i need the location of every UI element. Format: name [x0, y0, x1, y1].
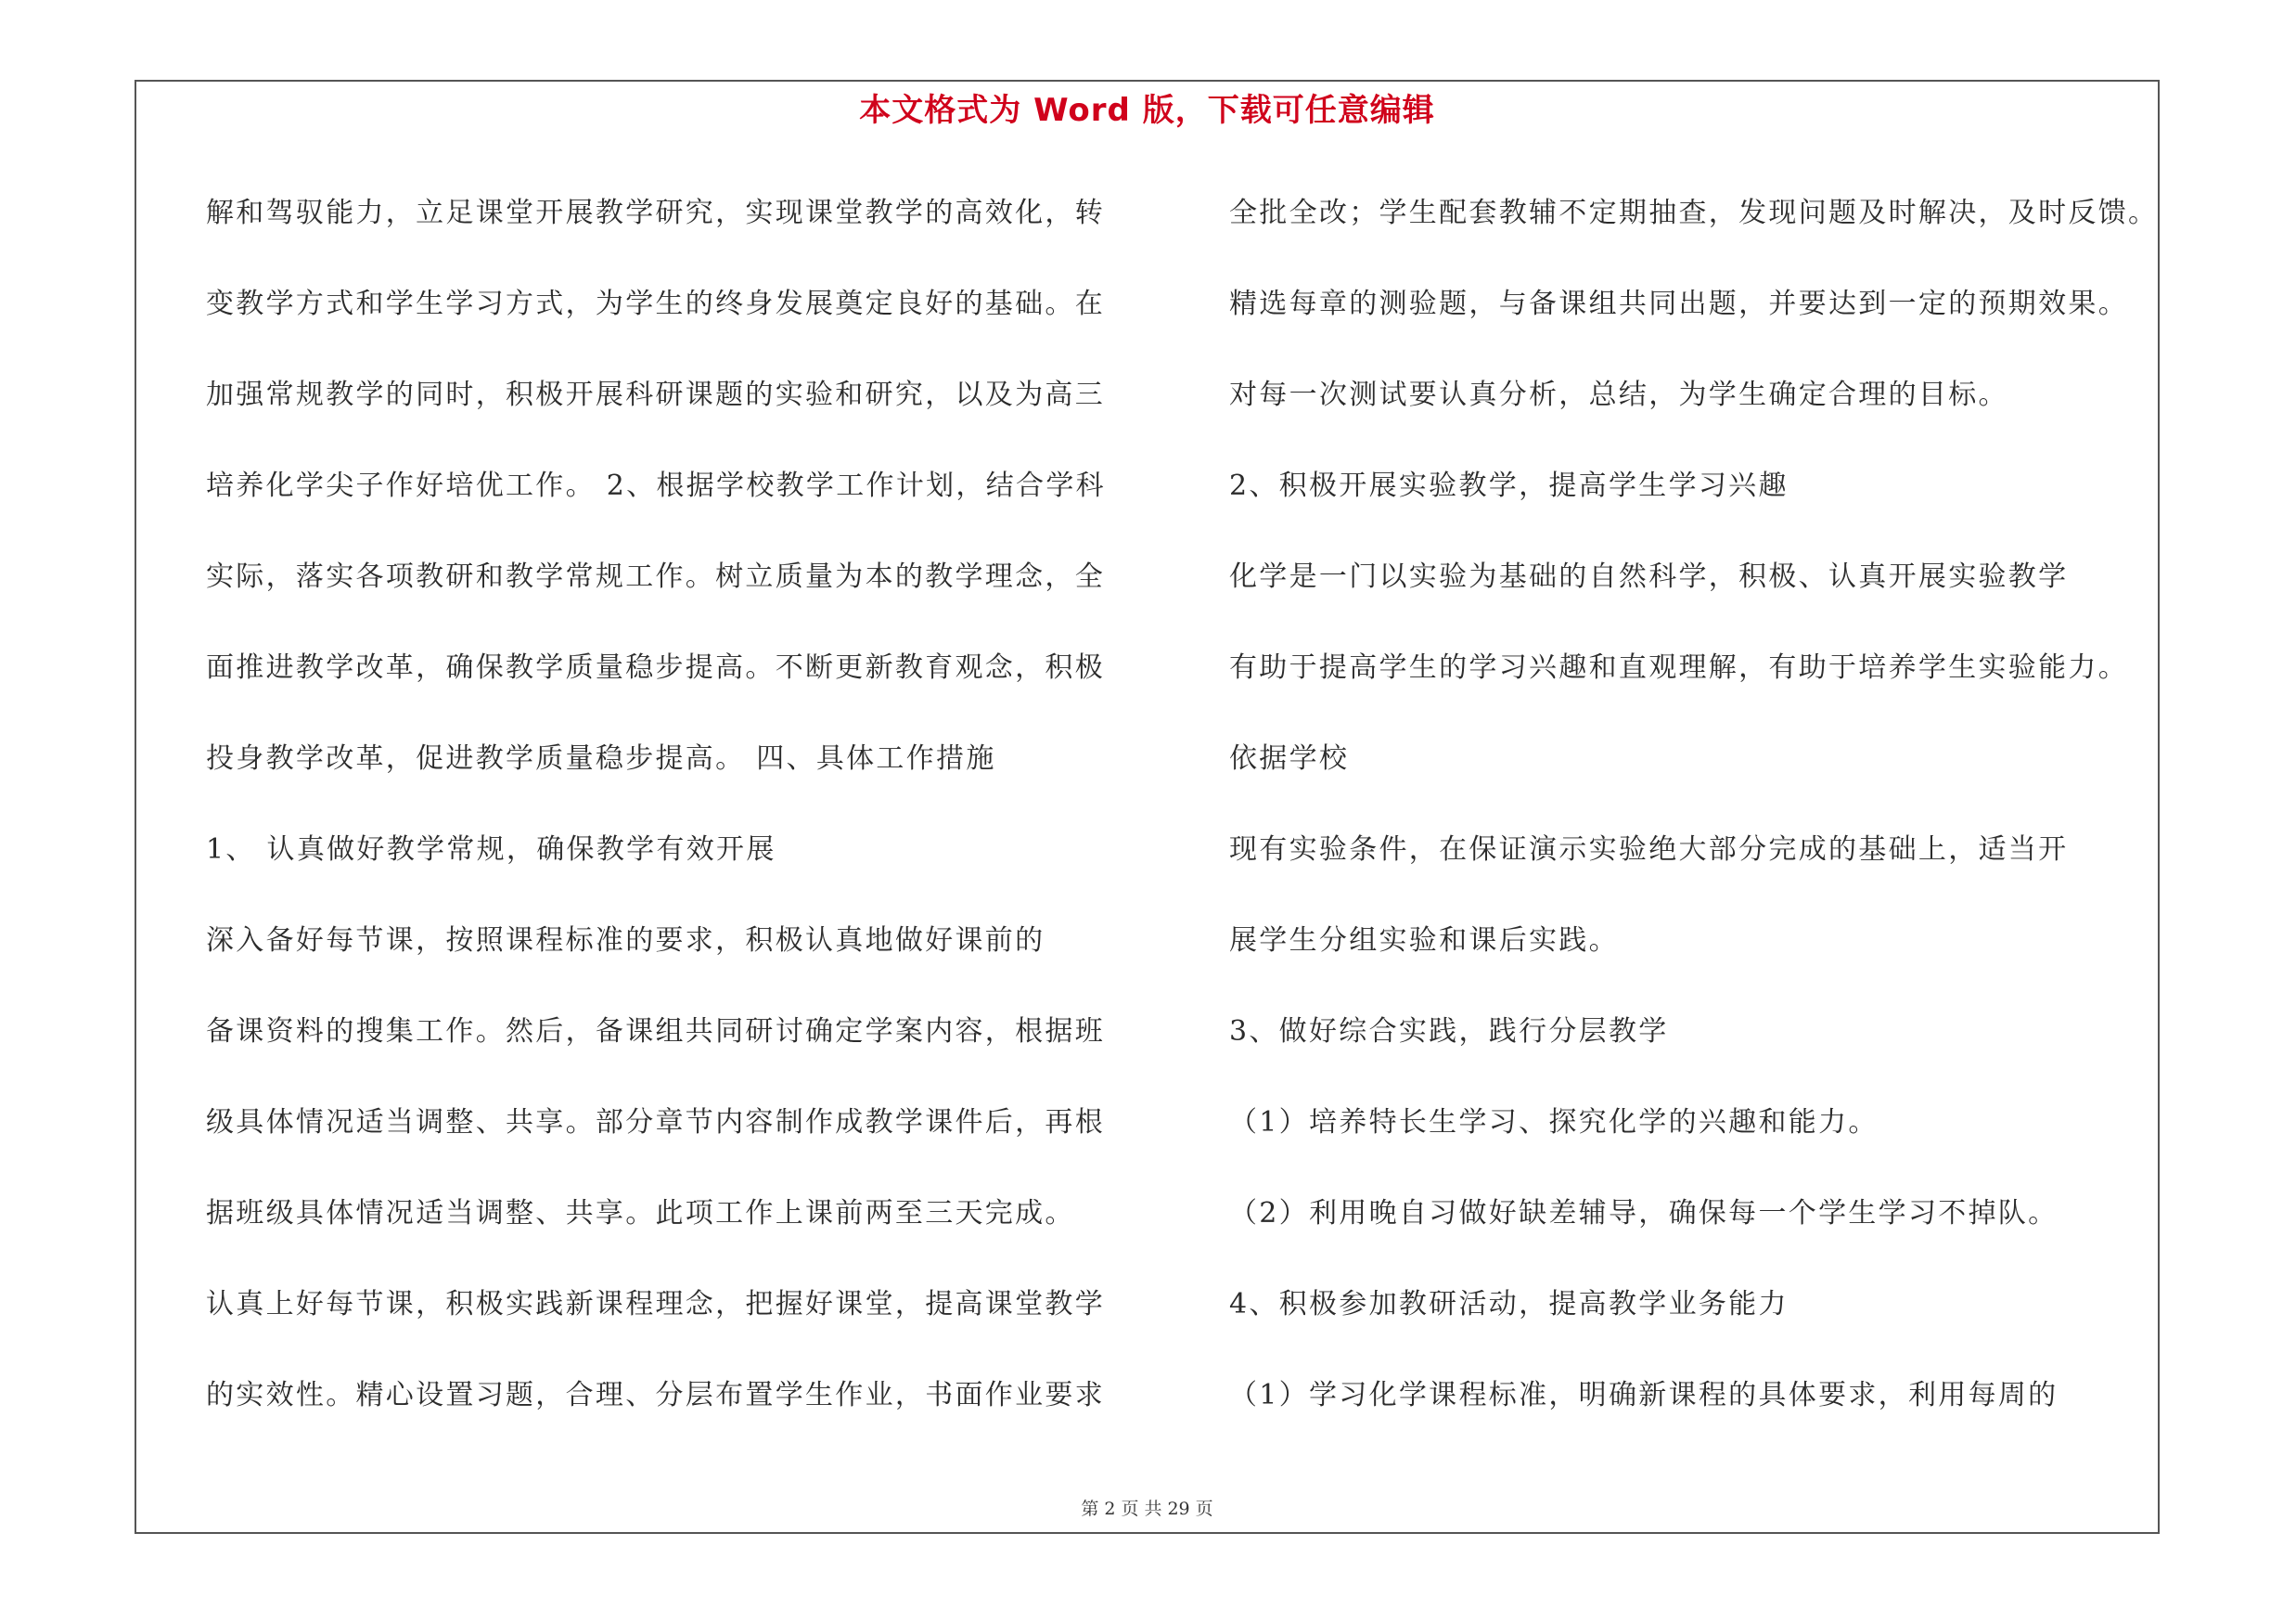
section-heading-line: 2、积极开展实验教学，提高学生学习兴趣: [1229, 470, 1789, 502]
total-page-count: 29: [1167, 1499, 1190, 1519]
text-line: 级具体情况适当调整、共享。部分章节内容制作成教学课件后，再根: [206, 1106, 1105, 1139]
current-page-number: 2: [1104, 1499, 1116, 1519]
text-line: 实际，落实各项教研和教学常规工作。树立质量为本的教学理念，全: [206, 560, 1105, 593]
section-heading-line: 4、积极参加教研活动，提高教学业务能力: [1229, 1288, 1789, 1320]
text-line: 精选每章的测验题，与备课组共同出题，并要达到一定的预期效果。: [1229, 288, 2128, 320]
page-header-notice: 本文格式为 Word 版，下载可任意编辑: [859, 92, 1435, 129]
right-text-column: [1229, 184, 2157, 1457]
section-heading-line: 3、做好综合实践，践行分层教学: [1229, 1015, 1669, 1048]
footer-total-prefix: 共: [1144, 1499, 1162, 1519]
text-line: （1）学习化学课程标准，明确新课程的具体要求，利用每周的: [1229, 1379, 2059, 1411]
text-line: 的实效性。精心设置习题，合理、分层布置学生作业，书面作业要求: [206, 1379, 1105, 1411]
text-line: 对每一次测试要认真分析，总结，为学生确定合理的目标。: [1229, 379, 2008, 411]
footer-prefix: 第: [1081, 1499, 1099, 1519]
footer-total-unit: 页: [1195, 1499, 1213, 1519]
text-line: 展学生分组实验和课后实践。: [1229, 924, 1619, 957]
text-line: 化学是一门以实验为基础的自然科学，积极、认真开展实验教学: [1229, 560, 2069, 593]
text-line: （2）利用晚自习做好缺差辅导，确保每一个学生学习不掉队。: [1229, 1197, 2059, 1230]
text-line: 备课资料的搜集工作。然后，备课组共同研讨确定学案内容，根据班: [206, 1015, 1105, 1048]
left-text-column: [206, 184, 1134, 1457]
text-line: 投身教学改革，促进教学质量稳步提高。 四、具体工作措施: [206, 742, 996, 775]
text-line: 全批全改；学生配套教辅不定期抽查，发现问题及时解决，及时反馈。: [1229, 197, 2159, 229]
text-line: 培养化学尖子作好培优工作。 2、根据学校教学工作计划，结合学科: [206, 470, 1106, 502]
text-line: 深入备好每节课，按照课程标准的要求，积极认真地做好课前的: [206, 924, 1045, 957]
text-line: 解和驾驭能力，立足课堂开展教学研究，实现课堂教学的高效化，转: [206, 197, 1105, 229]
text-line: 现有实验条件，在保证演示实验绝大部分完成的基础上，适当开: [1229, 833, 2069, 866]
section-heading-line: 1、 认真做好教学常规，确保教学有效开展: [206, 833, 776, 866]
text-line: 认真上好每节课，积极实践新课程理念，把握好课堂，提高课堂教学: [206, 1288, 1105, 1320]
text-line: 面推进教学改革，确保教学质量稳步提高。不断更新教育观念，积极: [206, 651, 1105, 684]
text-line: 变教学方式和学生学习方式，为学生的终身发展奠定良好的基础。在: [206, 288, 1105, 320]
text-line: 有助于提高学生的学习兴趣和直观理解，有助于培养学生实验能力。: [1229, 651, 2128, 684]
text-line: 据班级具体情况适当调整、共享。此项工作上课前两至三天完成。: [206, 1197, 1075, 1230]
page-number-footer: [135, 1496, 2160, 1522]
text-line: （1）培养特长生学习、探究化学的兴趣和能力。: [1229, 1106, 1879, 1139]
text-line: 依据学校: [1229, 742, 1350, 775]
text-line: 加强常规教学的同时，积极开展科研课题的实验和研究，以及为高三: [206, 379, 1105, 411]
footer-page-unit: 页: [1121, 1499, 1139, 1519]
